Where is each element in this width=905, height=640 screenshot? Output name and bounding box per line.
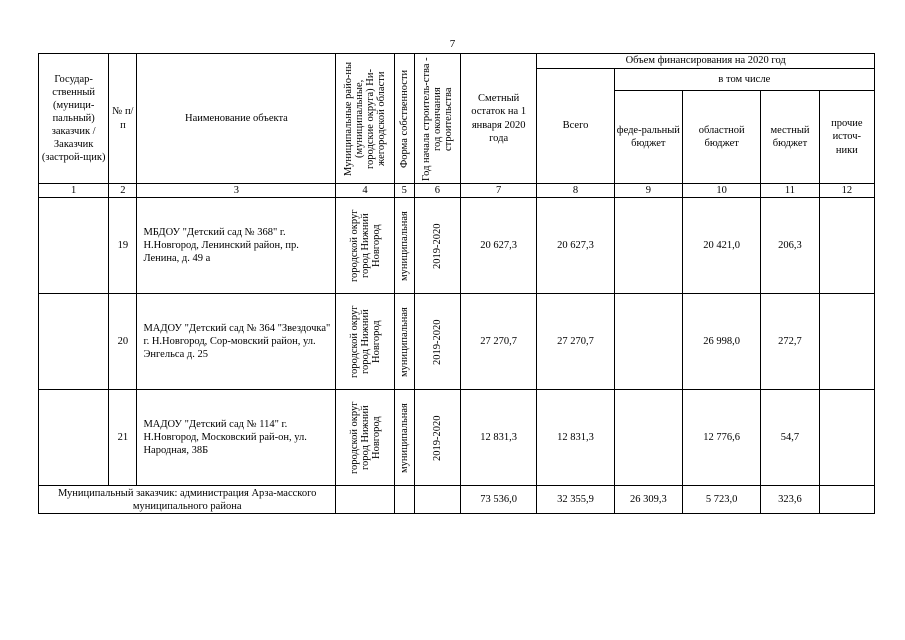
row-customer-cell: [39, 198, 109, 294]
header-years: [414, 54, 460, 184]
column-numbers-row: [39, 184, 875, 198]
footer-other: [819, 486, 874, 514]
col-number: 5: [394, 184, 414, 198]
table-row: [39, 198, 875, 294]
header-regional: областной бюджет: [683, 91, 761, 184]
row-regional: 26 998,0: [683, 294, 761, 390]
header-municipality: [336, 54, 394, 184]
header-ownership-text: Форма собственности: [398, 69, 410, 168]
header-customer: Государ-ственный (муници-пальный) заказчик / Заказчик (застрой-щик): [39, 54, 109, 184]
header-local: местный бюджет: [761, 91, 819, 184]
row-municipality: [336, 198, 394, 294]
row-years: [414, 198, 460, 294]
row-other: [819, 198, 874, 294]
row-estimate: 27 270,7: [460, 294, 536, 390]
row-object-name: МАДОУ "Детский сад № 364 "Звездочка" г. Н.Новгород, Сор-мовский район, ул. Энгельса д. 25: [137, 294, 336, 390]
row-number: 20: [109, 294, 137, 390]
header-municipality-text: Муниципальные райо-ны (муниципальные, городские округа) Ни-жегородской области: [342, 61, 388, 176]
col-number: 10: [683, 184, 761, 198]
row-years: [414, 390, 460, 486]
row-ownership-text: муниципальная: [398, 210, 410, 281]
footer-years: [414, 486, 460, 514]
row-estimate: 12 831,3: [460, 390, 536, 486]
col-number: 2: [109, 184, 137, 198]
row-object-name: МБДОУ "Детский сад № 368" г. Н.Новгород, Ленинский район, пр. Ленина, д. 49 а: [137, 198, 336, 294]
header-total: Всего: [537, 69, 614, 184]
row-federal: [614, 390, 682, 486]
header-federal: феде-ральный бюджет: [614, 91, 682, 184]
header-estimate: Сметный остаток на 1 января 2020 года: [460, 54, 536, 184]
row-other: [819, 294, 874, 390]
row-local: 206,3: [761, 198, 819, 294]
col-number: 1: [39, 184, 109, 198]
page-number: 7: [449, 38, 456, 50]
row-years-text: 2019-2020: [431, 222, 443, 269]
header-number: № п/п: [109, 54, 137, 184]
row-years-text: 2019-2020: [431, 318, 443, 365]
row-federal: [614, 294, 682, 390]
row-other: [819, 390, 874, 486]
row-municipality-text: городской округ город Нижний Новгород: [348, 401, 382, 474]
header-years-text: Год начала строитель-ства - год окончания строительства: [420, 56, 454, 181]
row-total: 12 831,3: [537, 390, 614, 486]
row-ownership: [394, 198, 414, 294]
row-ownership-text: муниципальная: [398, 402, 410, 473]
row-regional: 20 421,0: [683, 198, 761, 294]
footer-total: 32 355,9: [537, 486, 614, 514]
row-municipality: [336, 390, 394, 486]
row-local: 54,7: [761, 390, 819, 486]
row-local: 272,7: [761, 294, 819, 390]
row-ownership: [394, 294, 414, 390]
row-estimate: 20 627,3: [460, 198, 536, 294]
footer-ownership: [394, 486, 414, 514]
col-number: 7: [460, 184, 536, 198]
footer-federal: 26 309,3: [614, 486, 682, 514]
row-total: 27 270,7: [537, 294, 614, 390]
col-number: 3: [137, 184, 336, 198]
header-including: в том числе: [614, 69, 874, 91]
header-ownership: [394, 54, 414, 184]
row-municipality: [336, 294, 394, 390]
table-row: [39, 390, 875, 486]
col-number: 12: [819, 184, 874, 198]
row-customer-cell: [39, 294, 109, 390]
header-object-name: Наименование объекта: [137, 54, 336, 184]
row-municipality-text: городской округ город Нижний Новгород: [348, 305, 382, 378]
financing-table: [38, 53, 875, 514]
row-total: 20 627,3: [537, 198, 614, 294]
row-regional: 12 776,6: [683, 390, 761, 486]
row-years: [414, 294, 460, 390]
row-ownership-text: муниципальная: [398, 306, 410, 377]
row-customer-cell: [39, 390, 109, 486]
row-object-name: МАДОУ "Детский сад № 114" г. Н.Новгород, Московский рай-он, ул. Народная, 38Б: [137, 390, 336, 486]
footer-municipality: [336, 486, 394, 514]
header-financing: Объем финансирования на 2020 год: [537, 54, 875, 69]
table-row: [39, 294, 875, 390]
row-number: 21: [109, 390, 137, 486]
row-years-text: 2019-2020: [431, 414, 443, 461]
header-other: прочие источ-ники: [819, 91, 874, 184]
col-number: 6: [414, 184, 460, 198]
row-ownership: [394, 390, 414, 486]
col-number: 11: [761, 184, 819, 198]
col-number: 8: [537, 184, 614, 198]
footer-regional: 5 723,0: [683, 486, 761, 514]
col-number: 4: [336, 184, 394, 198]
footer-local: 323,6: [761, 486, 819, 514]
col-number: 9: [614, 184, 682, 198]
row-municipality-text: городской округ город Нижний Новгород: [348, 209, 382, 282]
footer-label: Муниципальный заказчик: администрация Арза-масского муниципального района: [39, 486, 336, 514]
row-number: 19: [109, 198, 137, 294]
row-federal: [614, 198, 682, 294]
footer-row: [39, 486, 875, 514]
footer-estimate: 73 536,0: [460, 486, 536, 514]
